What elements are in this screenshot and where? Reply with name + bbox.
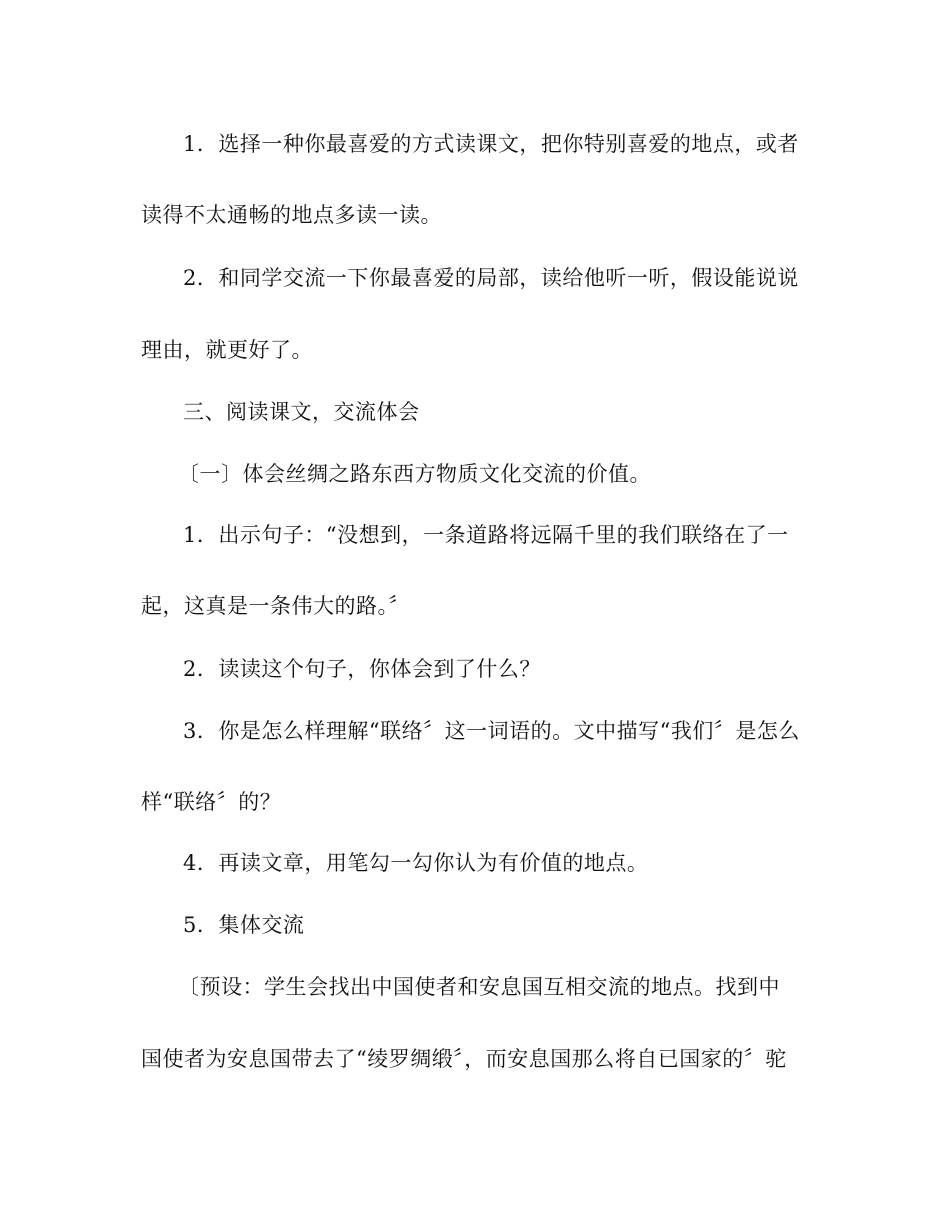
paragraph-line: 5．集体交流 <box>183 913 305 937</box>
paragraph-line: 2．读读这个句子，你体会到了什么？ <box>183 657 541 681</box>
paragraph-line: 3．你是怎么样理解“联络〞这一词语的。文中描写“我们〞是怎么 <box>183 719 800 743</box>
paragraph-line: 读得不太通畅的地点多读一读。 <box>141 203 442 227</box>
paragraph-line: 〔预设：学生会找出中国使者和安息国互相交流的地点。找到中 <box>178 975 780 999</box>
paragraph-line: 1．选择一种你最喜爱的方式读课文，把你特别喜爱的地点，或者 <box>183 132 799 156</box>
paragraph-line: 2．和同学交流一下你最喜爱的局部，读给他听一听，假设能说说 <box>183 266 799 290</box>
paragraph-line: 样“联络〞的？ <box>141 790 282 814</box>
paragraph-line: 4．再读文章，用笔勾一勾你认为有价值的地点。 <box>183 851 649 875</box>
paragraph-line: 国使者为安息国带去了“绫罗绸缎〞，而安息国那么将自已国家的〞驼 <box>141 1047 787 1071</box>
section-heading: 三、阅读课文，交流体会 <box>183 400 420 424</box>
paragraph-line: 理由，就更好了。 <box>141 338 313 362</box>
subsection-heading: 〔一〕体会丝绸之路东西方物质文化交流的价值。 <box>178 462 651 486</box>
paragraph-line: 1．出示句子：“没想到，一条道路将远隔千里的我们联络在了一 <box>183 523 789 547</box>
paragraph-line: 起，这真是一条伟大的路。〞 <box>141 594 410 618</box>
